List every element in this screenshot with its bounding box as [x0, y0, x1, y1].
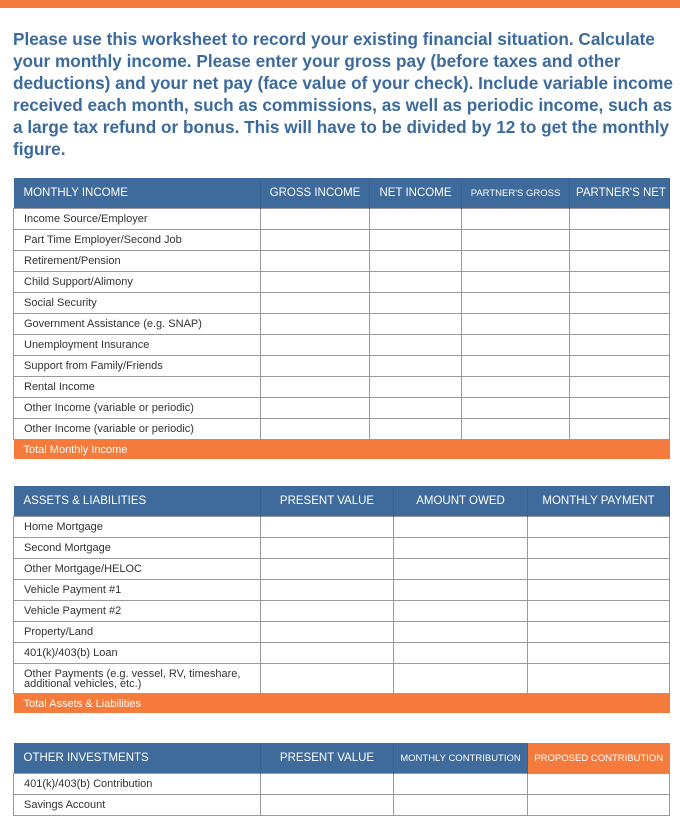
- row-label: Government Assistance (e.g. SNAP): [14, 314, 261, 335]
- net-income-cell[interactable]: [370, 272, 462, 293]
- row-label: Second Mortgage: [14, 538, 261, 559]
- net-income-cell[interactable]: [370, 398, 462, 419]
- row-label: 401(k)/403(b) Loan: [14, 643, 261, 664]
- row-label: 401(k)/403(b) Contribution: [14, 774, 261, 795]
- gross-income-cell[interactable]: [261, 419, 370, 440]
- assets-liabilities-table: [13, 486, 670, 713]
- monthly-payment-cell[interactable]: [528, 643, 670, 664]
- present-value-cell[interactable]: [261, 517, 394, 538]
- present-value-cell[interactable]: [261, 664, 394, 694]
- table-row: [14, 774, 670, 795]
- row-label: Other Payments (e.g. vessel, RV, timeshare, additional vehicles, etc.): [14, 664, 261, 694]
- monthly-payment-cell[interactable]: [528, 517, 670, 538]
- monthly-income-table: [13, 178, 670, 459]
- table-row: [14, 377, 670, 398]
- partners-net-cell[interactable]: [570, 272, 670, 293]
- row-label: Retirement/Pension: [14, 251, 261, 272]
- table-row: [14, 795, 670, 816]
- gross-income-cell[interactable]: [261, 314, 370, 335]
- row-label: Social Security: [14, 293, 261, 314]
- partners-gross-cell[interactable]: [462, 356, 570, 377]
- header-present-value: PRESENT VALUE: [261, 743, 394, 774]
- table-row: [14, 622, 670, 643]
- present-value-cell[interactable]: [261, 601, 394, 622]
- row-label: Vehicle Payment #1: [14, 580, 261, 601]
- header-present-value: PRESENT VALUE: [261, 486, 394, 517]
- row-label: Home Mortgage: [14, 517, 261, 538]
- partners-net-cell[interactable]: [570, 356, 670, 377]
- partners-net-cell[interactable]: [570, 251, 670, 272]
- gross-income-cell[interactable]: [261, 230, 370, 251]
- row-label: Rental Income: [14, 377, 261, 398]
- net-income-cell[interactable]: [370, 293, 462, 314]
- net-income-cell[interactable]: [370, 335, 462, 356]
- gross-income-cell[interactable]: [261, 272, 370, 293]
- header-assets-liabilities: ASSETS & LIABILITIES: [14, 486, 261, 517]
- monthly-payment-cell[interactable]: [528, 601, 670, 622]
- monthly-contribution-cell[interactable]: [394, 774, 528, 795]
- header-partners-gross: PARTNER'S GROSS: [462, 178, 570, 209]
- partners-net-cell[interactable]: [570, 377, 670, 398]
- partners-gross-cell[interactable]: [462, 419, 570, 440]
- header-other-investments: OTHER INVESTMENTS: [14, 743, 261, 774]
- monthly-payment-cell[interactable]: [528, 559, 670, 580]
- row-label: Savings Account: [14, 795, 261, 816]
- present-value-cell[interactable]: [261, 580, 394, 601]
- gross-income-cell[interactable]: [261, 293, 370, 314]
- gross-income-cell[interactable]: [261, 209, 370, 230]
- table-row: [14, 209, 670, 230]
- row-label: Other Mortgage/HELOC: [14, 559, 261, 580]
- proposed-contribution-cell[interactable]: [528, 774, 670, 795]
- partners-gross-cell[interactable]: [462, 293, 570, 314]
- net-income-cell[interactable]: [370, 356, 462, 377]
- row-label: Support from Family/Friends: [14, 356, 261, 377]
- net-income-cell[interactable]: [370, 377, 462, 398]
- total-row: [14, 440, 670, 460]
- net-income-cell[interactable]: [370, 230, 462, 251]
- table-row: [14, 230, 670, 251]
- table-row: [14, 335, 670, 356]
- row-label: Property/Land: [14, 622, 261, 643]
- row-label: Income Source/Employer: [14, 209, 261, 230]
- table-row: [14, 517, 670, 538]
- net-income-cell[interactable]: [370, 314, 462, 335]
- row-label: Vehicle Payment #2: [14, 601, 261, 622]
- partners-net-cell[interactable]: [570, 314, 670, 335]
- net-income-cell[interactable]: [370, 209, 462, 230]
- partners-gross-cell[interactable]: [462, 230, 570, 251]
- total-assets-liabilities-label: Total Assets & Liabilities: [14, 694, 670, 714]
- present-value-cell[interactable]: [261, 774, 394, 795]
- table-row: [14, 398, 670, 419]
- header-amount-owed: AMOUNT OWED: [394, 486, 528, 517]
- monthly-payment-cell[interactable]: [528, 538, 670, 559]
- row-label: Other Income (variable or periodic): [14, 419, 261, 440]
- table-row: [14, 293, 670, 314]
- partners-gross-cell[interactable]: [462, 335, 570, 356]
- row-label: Other Income (variable or periodic): [14, 398, 261, 419]
- table-row: [14, 419, 670, 440]
- partners-net-cell[interactable]: [570, 209, 670, 230]
- amount-owed-cell[interactable]: [394, 559, 528, 580]
- header-monthly-payment: MONTHLY PAYMENT: [528, 486, 670, 517]
- gross-income-cell[interactable]: [261, 335, 370, 356]
- partners-net-cell[interactable]: [570, 398, 670, 419]
- total-row: [14, 694, 670, 714]
- present-value-cell[interactable]: [261, 643, 394, 664]
- row-label: Child Support/Alimony: [14, 272, 261, 293]
- total-monthly-income-label: Total Monthly Income: [14, 440, 670, 460]
- header-gross-income: GROSS INCOME: [261, 178, 370, 209]
- table-row: [14, 664, 670, 694]
- row-label: Unemployment Insurance: [14, 335, 261, 356]
- table-row: [14, 643, 670, 664]
- amount-owed-cell[interactable]: [394, 643, 528, 664]
- present-value-cell[interactable]: [261, 559, 394, 580]
- table-header-row: [14, 743, 670, 774]
- present-value-cell[interactable]: [261, 622, 394, 643]
- monthly-payment-cell[interactable]: [528, 580, 670, 601]
- partners-net-cell[interactable]: [570, 419, 670, 440]
- table-row: [14, 538, 670, 559]
- partners-net-cell[interactable]: [570, 293, 670, 314]
- partners-net-cell[interactable]: [570, 230, 670, 251]
- row-label: Part Time Employer/Second Job: [14, 230, 261, 251]
- partners-gross-cell[interactable]: [462, 251, 570, 272]
- table-row: [14, 559, 670, 580]
- proposed-contribution-cell[interactable]: [528, 795, 670, 816]
- table-row: [14, 356, 670, 377]
- header-monthly-income: MONTHLY INCOME: [14, 178, 261, 209]
- gross-income-cell[interactable]: [261, 356, 370, 377]
- monthly-payment-cell[interactable]: [528, 664, 670, 694]
- gross-income-cell[interactable]: [261, 251, 370, 272]
- header-monthly-contribution: MONTHLY CONTRIBUTION: [394, 743, 528, 774]
- table-row: [14, 272, 670, 293]
- gross-income-cell[interactable]: [261, 398, 370, 419]
- partners-gross-cell[interactable]: [462, 272, 570, 293]
- amount-owed-cell[interactable]: [394, 580, 528, 601]
- table-row: [14, 251, 670, 272]
- amount-owed-cell[interactable]: [394, 601, 528, 622]
- gross-income-cell[interactable]: [261, 377, 370, 398]
- present-value-cell[interactable]: [261, 538, 394, 559]
- amount-owed-cell[interactable]: [394, 664, 528, 694]
- amount-owed-cell[interactable]: [394, 517, 528, 538]
- header-net-income: NET INCOME: [370, 178, 462, 209]
- header-partners-net: PARTNER'S NET: [570, 178, 670, 209]
- net-income-cell[interactable]: [370, 251, 462, 272]
- net-income-cell[interactable]: [370, 419, 462, 440]
- present-value-cell[interactable]: [261, 795, 394, 816]
- partners-gross-cell[interactable]: [462, 398, 570, 419]
- top-accent-bar: [0, 0, 680, 8]
- table-row: [14, 601, 670, 622]
- amount-owed-cell[interactable]: [394, 538, 528, 559]
- monthly-payment-cell[interactable]: [528, 622, 670, 643]
- table-row: [14, 580, 670, 601]
- table-header-row: [14, 486, 670, 517]
- partners-gross-cell[interactable]: [462, 209, 570, 230]
- partners-gross-cell[interactable]: [462, 377, 570, 398]
- amount-owed-cell[interactable]: [394, 622, 528, 643]
- table-row: [14, 314, 670, 335]
- header-proposed-contribution: PROPOSED CONTRIBUTION: [528, 743, 670, 774]
- partners-gross-cell[interactable]: [462, 314, 570, 335]
- partners-net-cell[interactable]: [570, 335, 670, 356]
- monthly-contribution-cell[interactable]: [394, 795, 528, 816]
- other-investments-table: [13, 743, 670, 816]
- instructions-paragraph: Please use this worksheet to record your existing financial situation. Calculate your monthly income. Please enter your gross pay (before taxes and other deductions) and your net pay (face value of your check). Include variable income received each month, such as commissions, as well as periodic income, such as a large tax refund or bonus. This will have to be divided by 12 to get the monthly figure.: [13, 29, 673, 159]
- table-header-row: [14, 178, 670, 209]
